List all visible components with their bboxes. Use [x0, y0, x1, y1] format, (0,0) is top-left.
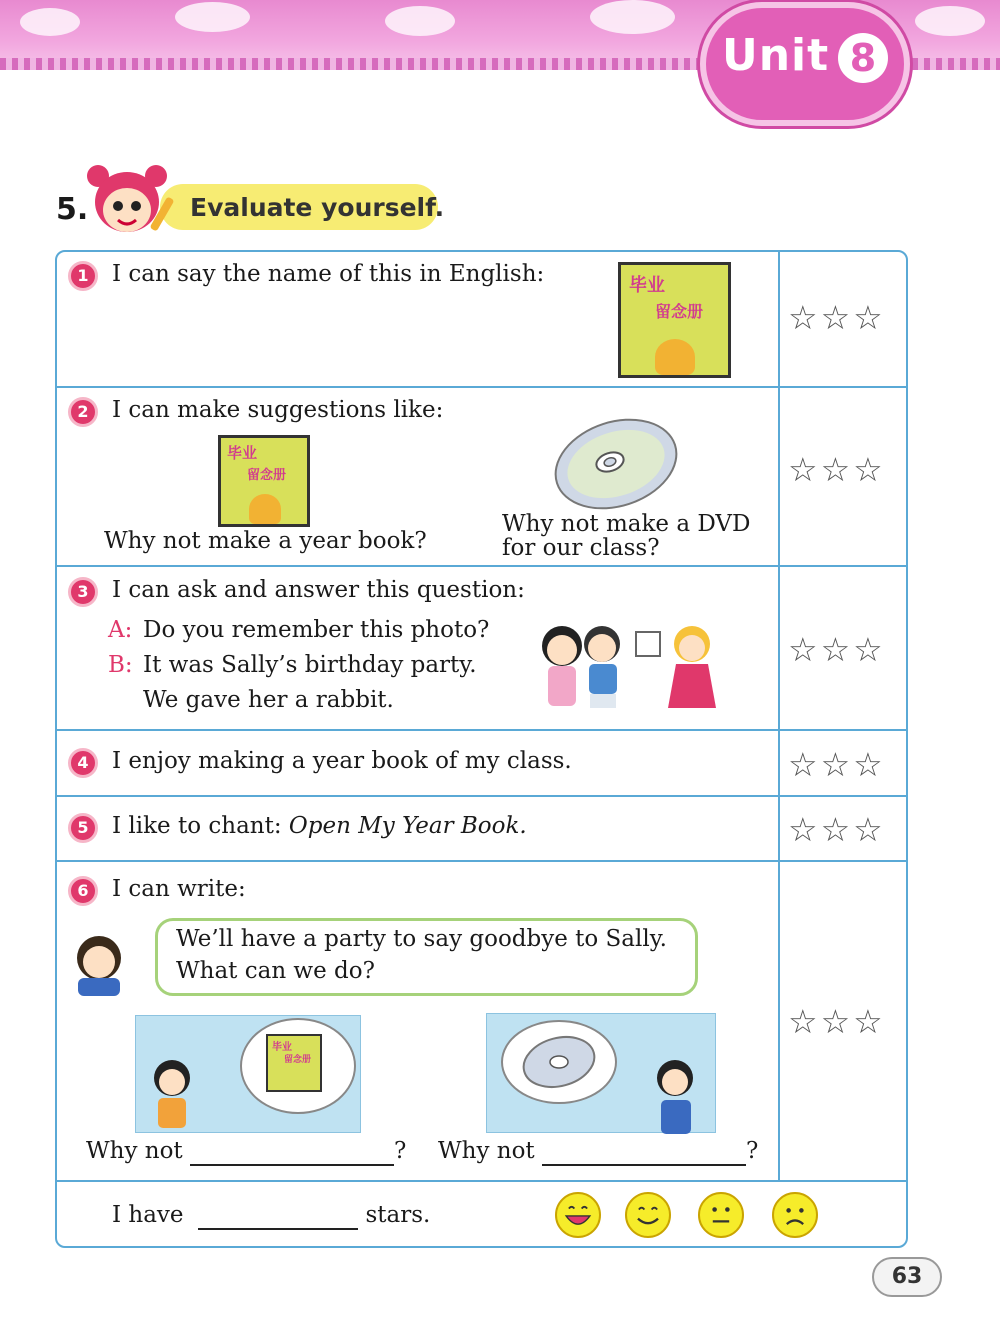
star-count-blank[interactable]: [198, 1202, 358, 1230]
bubble-line-1: We’ll have a party to say goodbye to Sally.: [176, 926, 667, 952]
row-divider: [57, 795, 906, 797]
row-divider: [57, 729, 906, 731]
year-book-title: 毕业: [227, 444, 258, 462]
sad-face-icon[interactable]: [772, 1192, 818, 1238]
blank-right-prefix: Why not: [438, 1138, 535, 1164]
rating-stars[interactable]: ☆☆☆: [788, 1002, 886, 1041]
year-book-image: [266, 1034, 322, 1092]
blank-left: [86, 1138, 406, 1166]
silhouette-icon: [249, 494, 281, 524]
item-2-caption-right-line2: for our class?: [502, 535, 660, 561]
mascot-icon: [86, 162, 178, 242]
speaker-b-label: B:: [108, 652, 133, 678]
item-number-2: 2: [68, 397, 98, 427]
section-number: 5.: [56, 192, 89, 227]
item-1-text: I can say the name of this in English:: [112, 261, 545, 287]
dvd-icon: [521, 1032, 597, 1092]
column-divider: [778, 252, 780, 1182]
answer-blank-right[interactable]: [542, 1138, 746, 1166]
rating-stars[interactable]: ☆☆☆: [788, 745, 886, 784]
neutral-face-icon[interactable]: [698, 1192, 744, 1238]
item-2-caption-right-line1: Why not make a DVD: [502, 511, 751, 537]
rating-stars[interactable]: ☆☆☆: [788, 450, 886, 489]
blank-right-suffix: ?: [745, 1138, 759, 1164]
star-count: [112, 1202, 430, 1230]
item-2-caption-left: Why not make a year book?: [104, 528, 427, 554]
item-4-text: I enjoy making a year book of my class.: [112, 748, 572, 774]
year-book-image: [218, 435, 310, 527]
item-number-5: 5: [68, 813, 98, 843]
cloud-decoration: [20, 8, 80, 36]
page-number: 63: [872, 1257, 942, 1297]
blank-right: [438, 1138, 758, 1166]
cloud-decoration: [915, 6, 985, 36]
item-number-6: 6: [68, 876, 98, 906]
dvd-icon: [552, 416, 680, 512]
year-book-subtitle: 留念册: [655, 302, 704, 321]
picture-year-book-thought: [135, 1015, 361, 1133]
item-3-text: I can ask and answer this question:: [112, 577, 525, 603]
row-divider: [57, 860, 906, 862]
year-book-image: [618, 262, 731, 378]
laughing-face-icon[interactable]: [555, 1192, 601, 1238]
smiling-face-icon[interactable]: [625, 1192, 671, 1238]
year-book-subtitle: 留念册: [247, 468, 287, 483]
blank-left-prefix: Why not: [86, 1138, 183, 1164]
speaker-a-text: Do you remember this photo?: [143, 617, 490, 643]
picture-dvd-thought: [486, 1013, 716, 1133]
blank-left-suffix: ?: [393, 1138, 407, 1164]
star-count-suffix: stars.: [365, 1202, 431, 1228]
speaker-b-text-2: We gave her a rabbit.: [143, 687, 394, 713]
answer-blank-left[interactable]: [190, 1138, 394, 1166]
item-6-text: I can write:: [112, 876, 246, 902]
speaker-b-text: It was Sally’s birthday party.: [143, 652, 477, 678]
silhouette-icon: [655, 339, 695, 375]
item-number-3: 3: [68, 577, 98, 607]
speaker-a-label: A:: [108, 617, 133, 643]
cloud-decoration: [175, 2, 250, 32]
row-divider: [57, 565, 906, 567]
row-divider: [57, 386, 906, 388]
cloud-decoration: [590, 0, 675, 34]
girl-avatar-icon: [66, 934, 132, 996]
item-5-text: [112, 813, 527, 839]
rating-stars[interactable]: ☆☆☆: [788, 810, 886, 849]
rating-stars[interactable]: ☆☆☆: [788, 298, 886, 337]
unit-label: Unit: [722, 30, 830, 81]
year-book-subtitle: 留念册: [284, 1055, 312, 1065]
children-photo-icon: [532, 618, 728, 714]
year-book-title: 毕业: [272, 1042, 292, 1053]
item-number-4: 4: [68, 748, 98, 778]
item-5-text-prefix: I like to chant:: [112, 813, 289, 839]
item-2-text: I can make suggestions like:: [112, 397, 444, 423]
star-count-prefix: I have: [112, 1202, 184, 1228]
boy-icon: [637, 1054, 707, 1134]
unit-number: 8: [838, 33, 888, 83]
year-book-title: 毕业: [629, 275, 665, 296]
item-number-1: 1: [68, 261, 98, 291]
chant-title: Open My Year Book.: [288, 813, 527, 839]
girl-icon: [144, 1056, 208, 1132]
cloud-decoration: [385, 6, 455, 36]
heading-title: Evaluate yourself.: [190, 193, 445, 222]
row-divider: [57, 1180, 906, 1182]
rating-stars[interactable]: ☆☆☆: [788, 630, 886, 669]
bubble-line-2: What can we do?: [176, 958, 375, 984]
